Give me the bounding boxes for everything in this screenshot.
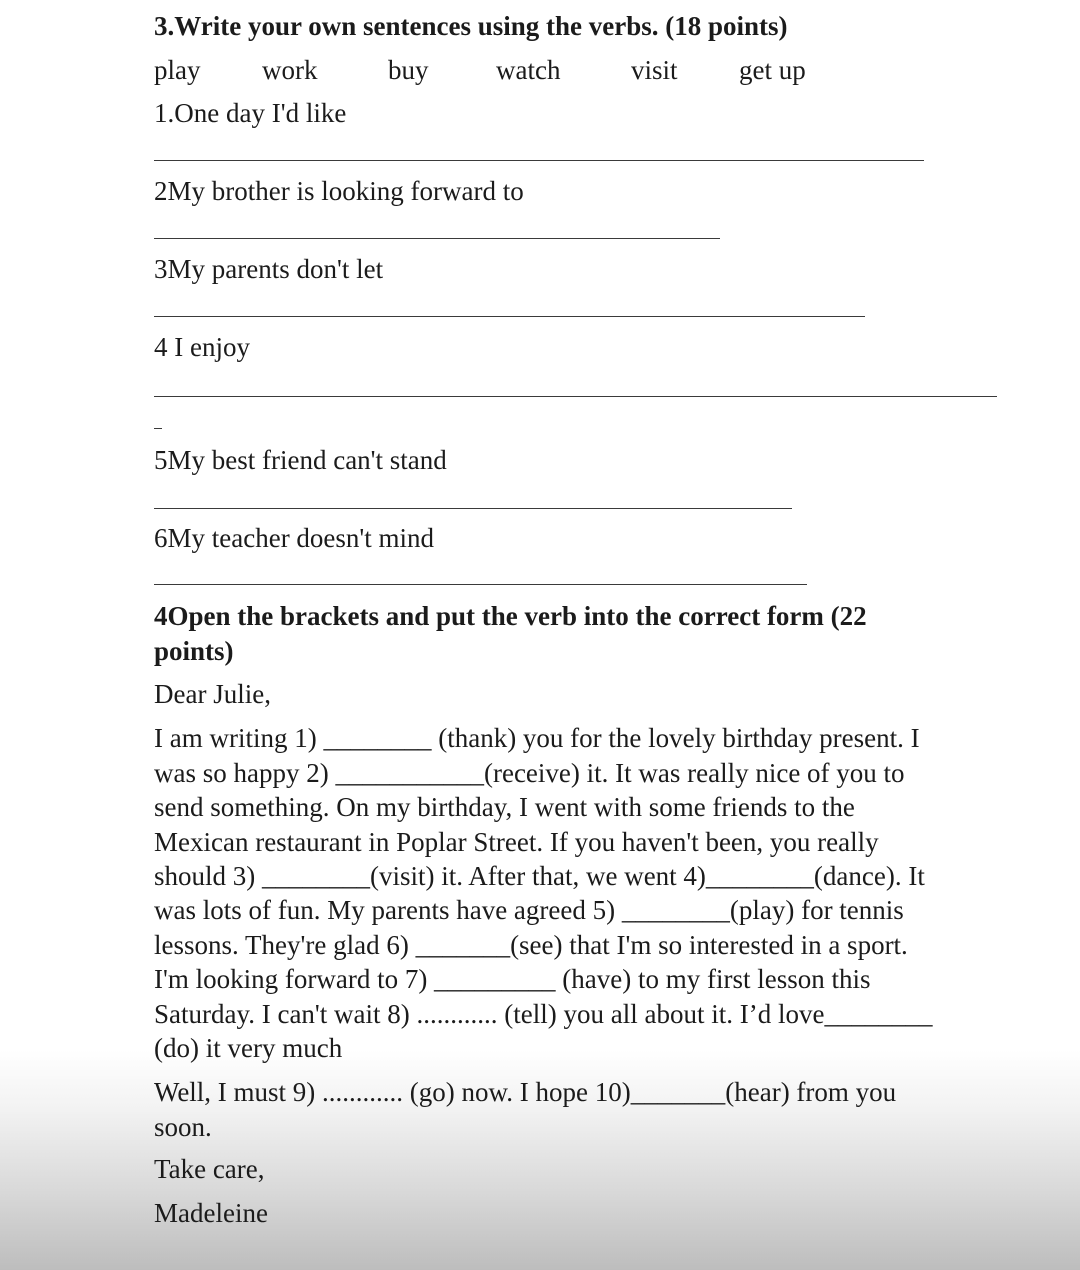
prompt-2: 2My brother is looking forward to (154, 176, 524, 206)
verb-get-up: get up (739, 55, 806, 85)
answer-line-3[interactable] (154, 316, 865, 317)
letter-line: was so happy 2) ___________(receive) it. It was really nice of you to (154, 758, 905, 788)
verb-visit: visit (631, 55, 678, 85)
letter-closing-cont: soon. (154, 1112, 212, 1142)
answer-line-5[interactable] (154, 508, 792, 509)
prompt-5: 5My best friend can't stand (154, 445, 447, 475)
letter-closing: Well, I must 9) ............ (go) now. I hope 10)_______(hear) from you (154, 1077, 897, 1107)
letter-line: I am writing 1) ________ (thank) you for the lovely birthday present. I (154, 723, 920, 753)
verb-play: play (154, 55, 201, 85)
letter-line: Saturday. I can't wait 8) ............ (tell) you all about it. I’d love________ (154, 999, 933, 1029)
section-3-title: 3.Write your own sentences using the verbs. (18 points) (154, 11, 788, 41)
letter-line: (do) it very much (154, 1033, 343, 1063)
letter-line: send something. On my birthday, I went with some friends to the (154, 792, 855, 822)
letter-line: lessons. They're glad 6) _______(see) that I'm so interested in a sport. (154, 930, 908, 960)
prompt-3: 3My parents don't let (154, 254, 384, 284)
verb-watch: watch (496, 55, 561, 85)
answer-line-4[interactable] (154, 396, 997, 397)
verb-work: work (262, 55, 318, 85)
prompt-1: 1.One day I'd like (154, 98, 347, 128)
letter-greeting: Dear Julie, (154, 679, 271, 709)
section-4-title-cont: points) (154, 636, 234, 666)
answer-line-6[interactable] (154, 584, 807, 585)
letter-line: I'm looking forward to 7) _________ (have) to my first lesson this (154, 964, 871, 994)
section-4-title: 4Open the brackets and put the verb into the correct form (22 (154, 601, 867, 631)
letter-line: was lots of fun. My parents have agreed 5) ________(play) for tennis (154, 895, 904, 925)
answer-line-1[interactable] (154, 160, 924, 161)
letter-signature: Madeleine (154, 1198, 268, 1228)
answer-line-2[interactable] (154, 238, 720, 239)
letter-line: should 3) ________(visit) it. After that, we went 4)________(dance). It (154, 861, 925, 891)
letter-sign-off: Take care, (154, 1154, 265, 1184)
letter-line: Mexican restaurant in Poplar Street. If you haven't been, you really (154, 827, 879, 857)
verb-buy: buy (388, 55, 429, 85)
answer-line-4-continuation (154, 428, 162, 429)
prompt-6: 6My teacher doesn't mind (154, 523, 435, 553)
prompt-4: 4 I enjoy (154, 332, 250, 362)
